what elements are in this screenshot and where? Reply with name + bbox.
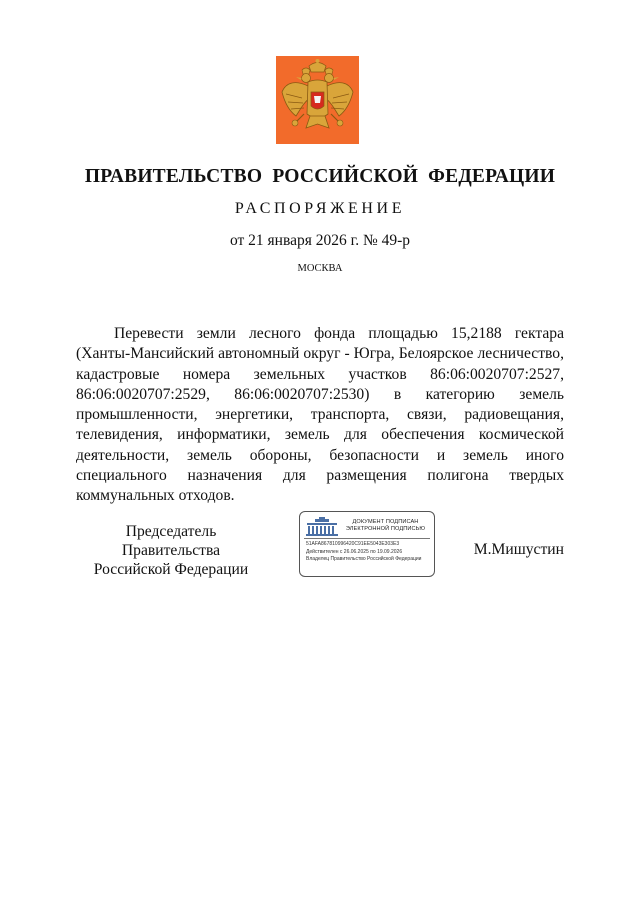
stamp-header xyxy=(338,519,433,533)
stamp-header-line1: ДОКУМЕНТ ПОДПИСАН xyxy=(352,519,419,525)
signer-name: М.Мишустин xyxy=(473,541,564,558)
signer-position-line2: Российской Федерации xyxy=(93,561,249,578)
order-paragraph: Перевести земли лесного фонда площадью 15,2188 гектара (Ханты-Мансийский автономный округ - Югра, Белоярское лесничество, кадастровые номера земельных участков 86:06:0020707:2527, 86:06:0020707:2529, 86:06:0020707:2530) в категорию земель промышленности, энергетики, транспорта, связи, радиовещания, телевидения, информатики, земель для обеспечения космической деятельности, земель обороны, безопасности и земель иного специального назначения для размещения полигона твердых коммунальных отходов. xyxy=(76,325,564,505)
stamp-owner: Владелец Правительство Российской Федерации xyxy=(306,556,422,562)
signer-position xyxy=(76,522,266,579)
government-building-icon xyxy=(305,517,339,537)
coat-of-arms-icon xyxy=(276,56,359,144)
document-type: РАСПОРЯЖЕНИЕ xyxy=(234,200,406,217)
stamp-divider xyxy=(304,538,430,539)
stamp-header-line2: ЭЛЕКТРОННОЙ ПОДПИСЬЮ xyxy=(345,526,426,532)
electronic-signature-stamp xyxy=(299,511,435,577)
stamp-certificate-serial: 51AFA867810996420C91EE5043E303E3 xyxy=(306,541,400,547)
document-city: МОСКВА xyxy=(297,263,343,274)
government-title: ПРАВИТЕЛЬСТВО РОССИЙСКОЙ ФЕДЕРАЦИИ xyxy=(84,166,556,187)
document-date-number: от 21 января 2026 г. № 49-р xyxy=(229,232,411,249)
stamp-validity: Действителен с 26.06.2025 по 19.09.2026 xyxy=(306,549,403,555)
signer-position-line1: Председатель Правительства xyxy=(121,523,221,559)
